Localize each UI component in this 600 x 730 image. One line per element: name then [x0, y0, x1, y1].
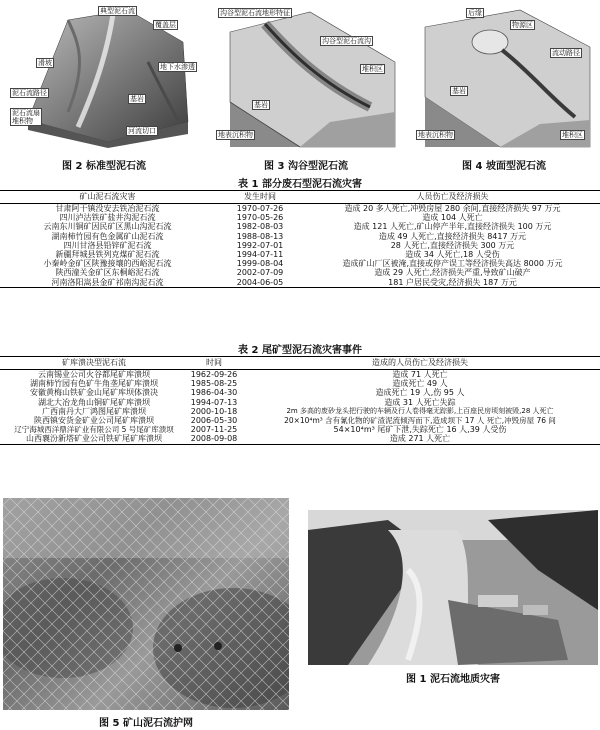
fig4-label: 后缘 [468, 9, 482, 17]
table-row [0, 416, 600, 425]
table-cell: 2004-06-05 [215, 278, 305, 288]
table-cell: 造成 29 人死亡,经济损失严重,导致矿山破产 [374, 268, 531, 278]
table-cell: 28 人死亡,直接经济损失 300 万元 [390, 240, 515, 250]
fig3-label: 沟谷型泥石流地形特征 [220, 9, 290, 17]
table-row [0, 398, 600, 407]
table-cell: 1970-07-26 [236, 204, 284, 213]
table-cell: 20×10⁴m³ 含有氰化物的矿渣泥流倾泻而下,造成坝下 17 人 死亡,冲毁房屋 76 间 [284, 416, 556, 426]
table-row [0, 232, 600, 241]
fig2-label: 基岩 [130, 95, 144, 103]
table-cell: 1986-04-30 [190, 388, 238, 398]
figure-2 [8, 2, 200, 148]
table-cell: 造成 34 人死亡,18 人受伤 [405, 250, 500, 260]
table-1 [0, 190, 600, 288]
table-1-header-row [0, 191, 600, 204]
table-cell: 1988-08-13 [236, 231, 284, 241]
table-cell: 2006-05-30 [190, 416, 238, 426]
table-cell: 2002-07-09 [236, 268, 284, 278]
table-cell: 湖南柿竹园有色金属矿山泥石流 [51, 231, 164, 241]
table-cell: 山西襄汾新塔矿业公司铁矿尾矿库溃坝 [0, 434, 188, 444]
fig3-label: 地表沉积物 [218, 131, 253, 139]
fig3-label: 堆积区 [362, 65, 383, 73]
table-cell: 陕西镇安货金矿业公司尾矿库溃坝 [34, 416, 154, 426]
table-cell: 造成 71 人死亡 [392, 370, 448, 379]
table-cell: 陕西潼关金矿区东桐峪泥石流 [55, 268, 160, 278]
figure-4-diagram [410, 2, 598, 150]
table-cell: 造成 31 人死亡失踪 [384, 397, 456, 407]
figure-3-caption: 图 3 沟谷型泥石流 [264, 161, 348, 172]
table-cell: 1982-08-03 [236, 222, 284, 232]
fig2-label: 泥石流路径 [12, 89, 47, 97]
fig2-label: 地下水渗透 [160, 63, 195, 71]
fig4-label: 流动路径 [552, 49, 580, 57]
figure-2-caption: 图 2 标准型泥石流 [62, 161, 146, 172]
table-cell: 造成矿山厂区被淹,直接或停产误工等经济损失高达 8000 万元 [342, 259, 563, 269]
table-row [0, 388, 600, 397]
table-cell: 湖北大冶龙角山铜矿尾矿库溃坝 [38, 397, 150, 407]
table-cell: 1962-09-26 [190, 370, 238, 379]
figure-5-caption: 图 5 矿山泥石流护网 [99, 718, 193, 729]
table-cell: 四川甘洛县铅锌矿泥石流 [63, 240, 152, 250]
table-1-header: 发生时间 [215, 191, 305, 204]
figure-1-photo [308, 510, 598, 665]
table-row [0, 425, 600, 434]
fig2-label: 泥石流扇 堆积物 [12, 109, 40, 125]
table-cell: 四川泸沽铁矿盐井沟泥石流 [59, 213, 156, 223]
table-row [0, 204, 600, 214]
table-row [0, 213, 600, 222]
fig4-label: 地表沉积物 [418, 131, 453, 139]
table-cell: 2m 多高的废砂龙头把行驶的车辆及行人卷得毫无踪影,上百座民房顷刻被毁,28 人死亡 [286, 406, 554, 415]
table-row [0, 370, 600, 380]
table-row [0, 379, 600, 388]
protective-net-texture [3, 498, 289, 710]
table-cell: 造成 20 多人死亡,冲毁房屋 280 余间,直接经济损失 97 万元 [344, 204, 561, 213]
table-cell: 造成 49 人死亡,直接经济损失 8417 万元 [378, 231, 527, 241]
table-cell: 甘肃阿干镇没安去铁冶泥石流 [55, 204, 160, 213]
table-cell: 云南锡业公司火谷都尾矿库溃坝 [38, 370, 150, 379]
fig4-label: 基岩 [452, 87, 466, 95]
table-cell: 造成 121 人死亡,矿山停产半年,直接经济损失 100 万元 [353, 222, 552, 232]
figure-4 [410, 2, 598, 150]
table-cell: 辽宁海城西洋鼎洋矿业有限公司 5 号尾矿库溃坝 [14, 425, 174, 435]
figure-3 [210, 2, 402, 150]
table-1-header: 矿山泥石流灾害 [0, 191, 215, 204]
table-2-header: 时间 [188, 357, 240, 370]
fig2-label: 河流切口 [128, 127, 156, 135]
fig3-label: 基岩 [254, 101, 268, 109]
figure-1-caption: 图 1 泥石流地质灾害 [406, 674, 500, 685]
table-2-caption: 表 2 尾矿型泥石流灾害事件 [238, 345, 362, 356]
table-2 [0, 356, 600, 445]
table-cell: 造成死亡 19 人,伤 95 人 [375, 388, 465, 398]
fig2-label: 滑坡 [38, 59, 52, 67]
table-row [0, 250, 600, 259]
fig4-label: 物源区 [512, 21, 533, 29]
table-cell: 小秦岭金矿区陕豫接壤的西峪泥石流 [43, 259, 172, 269]
table-row [0, 241, 600, 250]
fig2-label: 覆盖层 [155, 21, 176, 29]
table-cell: 2007-11-25 [190, 425, 238, 435]
table-row [0, 222, 600, 231]
table-row [0, 407, 600, 416]
figure-4-caption: 图 4 坡面型泥石流 [462, 161, 546, 172]
table-cell: 1994-07-13 [190, 397, 238, 407]
table-cell: 1992-07-01 [236, 240, 284, 250]
table-cell: 造成死亡 49 人 [392, 379, 448, 389]
table-1-header: 人员伤亡及经济损失 [305, 191, 600, 204]
table-cell: 181 户居民受灾,经济损失 187 万元 [305, 278, 600, 288]
fig2-label: 典型泥石流 [100, 7, 135, 15]
table-cell: 河南洛阳嵩县金矿祁南沟泥石流 [0, 278, 215, 288]
table-cell: 新疆拜城县铁列克煤矿泥石流 [55, 250, 160, 260]
table-cell: 湖南柿竹园有色矿牛角垄尾矿库溃坝 [30, 379, 158, 389]
figure-5-photo [3, 498, 289, 710]
table-2-header: 矿库溃决型泥石流 [0, 357, 188, 370]
table-cell: 云南东川铜矿因民矿区黑山沟泥石流 [43, 222, 172, 232]
table-row [0, 268, 600, 277]
table-cell: 2000-10-18 [190, 406, 238, 416]
table-cell: 广西南丹大厂鸿图尾矿库溃坝 [42, 406, 146, 416]
table-cell: 安徽黄梅山铁矿金山尾矿库坝体溃决 [30, 388, 158, 398]
table-cell: 1994-07-11 [236, 250, 284, 260]
table-row [0, 278, 600, 288]
flood-scene [308, 510, 598, 665]
table-cell: 造成 271 人死亡 [240, 434, 600, 444]
table-cell: 54×10⁴m³ 尾矿下泄,失踪死亡 16 人,39 人受伤 [333, 425, 507, 435]
fig4-label: 堆积区 [562, 131, 583, 139]
table-cell: 1970-05-26 [236, 213, 284, 223]
table-cell: 2008-09-08 [188, 434, 240, 444]
fig3-label: 沟谷型泥石流沟 [322, 37, 371, 45]
figure-3-diagram [210, 2, 402, 150]
table-cell: 1999-08-04 [236, 259, 284, 269]
table-row [0, 259, 600, 268]
table-cell: 造成 104 人死亡 [422, 213, 483, 223]
table-1-caption: 表 1 部分废石型泥石流灾害 [238, 179, 362, 190]
table-2-header: 造成的人员伤亡及经济损失 [240, 357, 600, 370]
table-2-header-row [0, 357, 600, 370]
table-cell: 1985-08-25 [190, 379, 238, 389]
table-row [0, 434, 600, 444]
